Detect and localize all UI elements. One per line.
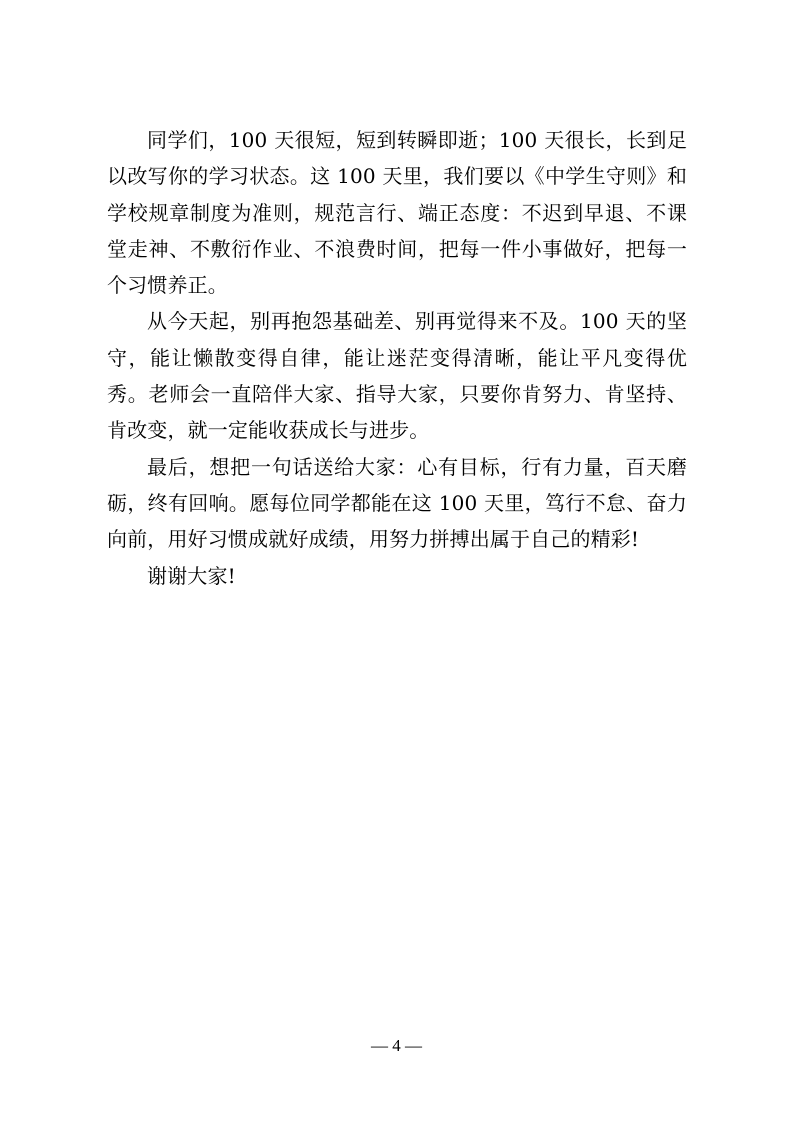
paragraph-4: 谢谢大家! bbox=[147, 563, 236, 588]
paragraph-2: 从今天起，别再抱怨基础差、别再觉得来不及。100 天的坚守，能让懒散变得自律，能让迷茫变得清晰，能让平凡变得优秀。老师会一直陪伴大家、指导大家，只要你肯努力、肯坚持、肯改变，就一定能收获成长与进步。 bbox=[107, 309, 687, 443]
document-body bbox=[107, 122, 687, 594]
paragraph-3: 最后，想把一句话送给大家：心有目标，行有力量，百天磨砺，终有回响。愿每位同学都能在这 100 天里，笃行不怠、奋力向前，用好习惯成就好成绩，用努力拼搏出属于自己的精彩! bbox=[107, 454, 687, 552]
paragraph-1: 同学们，100 天很短，短到转瞬即逝；100 天很长，长到足以改写你的学习状态。这 100 天里，我们要以《中学生守则》和学校规章制度为准则，规范言行、端正态度：不迟到早退、不课堂走神、不敷衍作业、不浪费时间，把每一件小事做好，把每一个习惯养正。 bbox=[107, 128, 687, 298]
page-number: — 4 — bbox=[371, 1036, 422, 1055]
